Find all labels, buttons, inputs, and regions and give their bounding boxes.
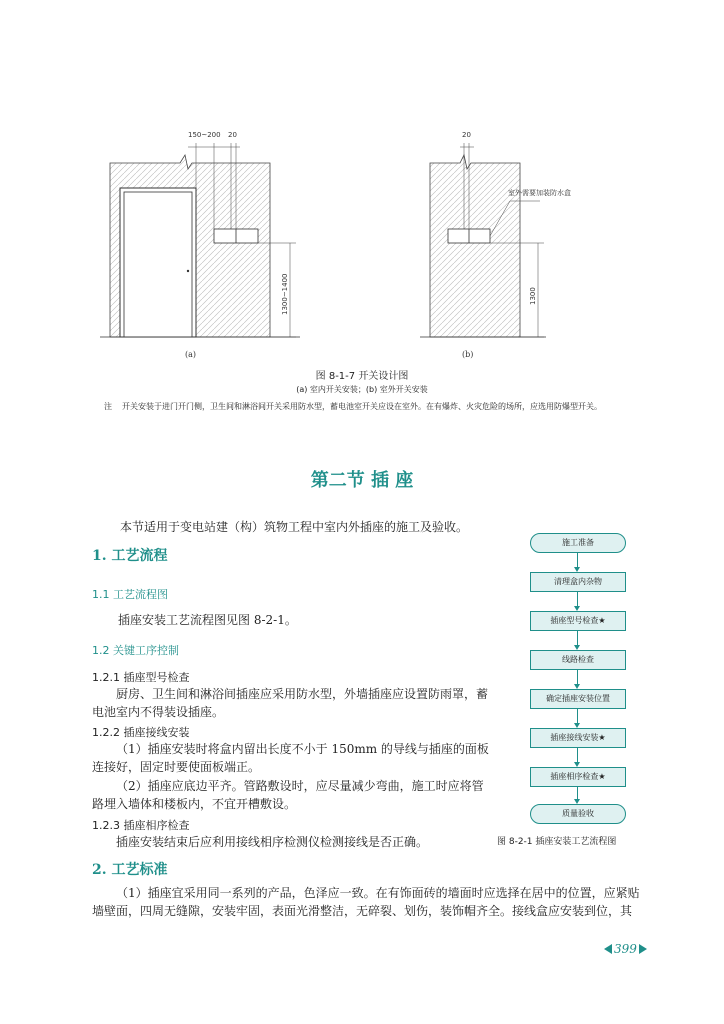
flow-step-6: 插座接线安装★: [530, 728, 626, 748]
para-phase-check: 插座安装结束后应利用接线相序检测仪检测接线是否正确。: [116, 835, 429, 849]
para-standards: （1）插座宜采用同一系列的产品，色泽应一致。在有饰面砖的墙面时应选择在居中的位置，应紧贴墙壁面，四周无缝隙，安装牢固，表面光滑整洁，无碎裂、划伤，装饰帽齐全。接线盒应安装到位，其: [92, 886, 640, 918]
heading-key-process: 1.2 关键工序控制: [92, 644, 179, 657]
next-arrow-icon: [639, 944, 647, 954]
flow-step-1: 施工准备: [530, 533, 626, 553]
figure-note-text: 开关安装于进门开门侧，卫生间和淋浴间开关采用防水型，蓄电池室开关应设在室外。在有爆炸、火灾危险的场所，应选用防爆型开关。: [122, 402, 602, 411]
flowchart-caption: 图 8-2-1 插座安装工艺流程图: [497, 837, 617, 847]
figure-note-label: 注: [104, 402, 112, 411]
figure-title: 图 8-1-7 开关设计图: [315, 371, 409, 382]
flow-step-5: 确定插座安装位置: [530, 689, 626, 709]
heading-flowchart: 1.1 工艺流程图: [92, 588, 168, 601]
para-wiring-1: （1）插座安装时将盒内留出长度不小于 150mm 的导线与插座的面板连接好，固定时要使面板端正。: [92, 742, 489, 774]
flow-step-8: 质量验收: [530, 804, 626, 824]
heading-process-flow: 1. 工艺流程: [92, 548, 168, 564]
page-number-block: [604, 942, 647, 956]
flow-step-4: 线路检查: [530, 650, 626, 670]
heading-standards: 2. 工艺标准: [92, 862, 168, 878]
heading-wiring-install: 1.2.2 插座接线安装: [92, 726, 190, 739]
dim-b-note: 室外需要加装防水盒: [508, 189, 571, 197]
prev-arrow-icon: [604, 944, 612, 954]
para-wiring-2: （2）插座应底边平齐。管路敷设时，应尽量减少弯曲，施工时应将管路埋入墙体和楼板内，不宜开槽敷设。: [92, 779, 484, 811]
page-number: 399: [614, 942, 637, 956]
outdoor-wall-drawing: [420, 143, 546, 337]
para-flowchart-ref: 插座安装工艺流程图见图 8-2-1。: [118, 613, 297, 627]
heading-model-check: 1.2.1 插座型号检查: [92, 671, 190, 684]
dim-b-side: 1300: [529, 287, 537, 305]
dim-a-top-2: 20: [228, 131, 237, 139]
indoor-wall-drawing: [100, 143, 300, 337]
dim-a-side: 1300~1400: [281, 273, 289, 315]
flow-step-3: 插座型号检查★: [530, 611, 626, 631]
figure-subtitle: (a) 室内开关安装；(b) 室外开关安装: [296, 385, 428, 394]
figure-label-a: (a): [185, 350, 197, 359]
dim-b-top: 20: [462, 131, 471, 139]
switch-design-figure: [100, 125, 571, 365]
section-intro: 本节适用于变电站建（构）筑物工程中室内外插座的施工及验收。: [120, 520, 469, 534]
section-title: 第二节 插 座: [310, 470, 414, 491]
flow-step-7: 插座相序检查★: [530, 767, 626, 787]
heading-phase-check: 1.2.3 插座相序检查: [92, 819, 190, 832]
dim-a-top-1: 150~200: [188, 131, 221, 139]
flow-step-2: 清理盒内杂物: [530, 572, 626, 592]
figure-label-b: (b): [462, 350, 474, 359]
para-model-check: 厨房、卫生间和淋浴间插座应采用防水型，外墙插座应设置防雨罩，蓄电池室内不得装设插座。: [92, 687, 489, 719]
